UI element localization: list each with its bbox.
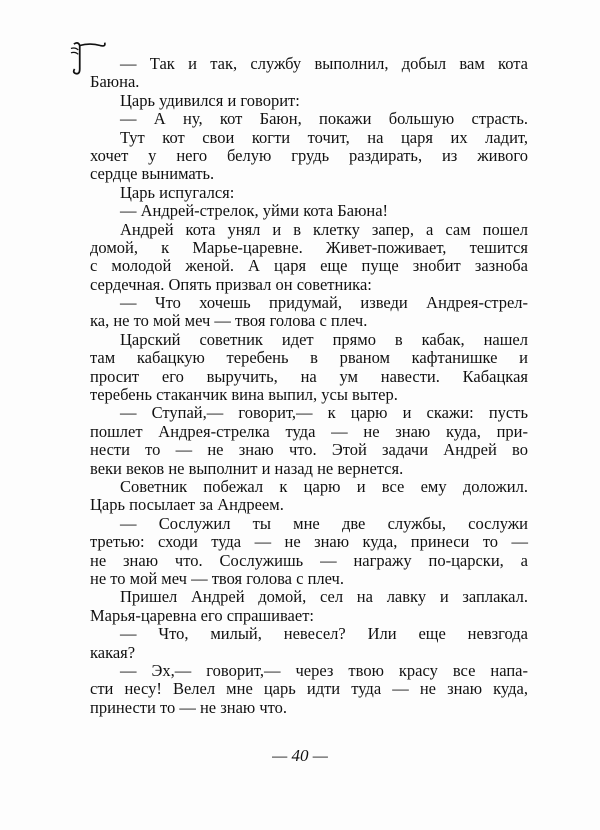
text-line: веки веков не выполнит и назад не вернется.	[90, 458, 404, 478]
text-line: Тут кот свои когти точит, на царя их ладит,	[120, 127, 528, 147]
text-line: сердечная. Опять призвал он советника:	[90, 274, 372, 294]
text-line: — Ступай,— говорит,— к царю и скажи: пусть	[120, 403, 528, 423]
text-line: ка, не то мой меч — твоя голова с плеч.	[90, 311, 368, 331]
text-line: Царь удивился и говорит:	[120, 90, 300, 110]
text-line: домой, к Марье-царевне. Живет-поживает, тешится	[90, 237, 528, 257]
text-line: — Андрей-стрелок, уйми кота Баюна!	[120, 201, 389, 221]
text-line: какая?	[90, 642, 136, 662]
text-line: Царь посылает за Андреем.	[90, 495, 284, 515]
text-line: хочет у него белую грудь раздирать, из живого	[90, 145, 528, 165]
text-line: не то мой меч — твоя голова с плеч.	[90, 568, 344, 588]
text-line: — Сослужил ты мне две службы, сослужи	[120, 513, 528, 533]
text-line: — Что хочешь придумай, изведи Андрея-стрел-	[120, 293, 528, 313]
text-line: не знаю что. Сослужишь — награжу по-царски, а	[90, 550, 528, 570]
text-line: там кабацкую теребень в рваном кафтанишке и	[90, 348, 528, 368]
text-line: — Эх,— говорит,— через твою красу все напа-	[120, 660, 528, 680]
text-line: Советник побежал к царю и все ему доложил.	[120, 476, 528, 496]
text-line: принести то — не знаю что.	[90, 697, 288, 717]
page-text	[90, 55, 528, 717]
text-line: сердце вынимать.	[90, 164, 215, 184]
text-line: пошлет Андрея-стрелка туда — не знаю куда, при-	[90, 421, 528, 441]
text-line: Царь испугался:	[120, 182, 235, 202]
text-line: теребень стаканчик вина выпил, усы вытер.	[90, 385, 398, 405]
text-line: Марья-царевна его спрашивает:	[90, 605, 314, 625]
text-line: — А ну, кот Баюн, покажи большую страсть.	[120, 109, 528, 129]
text-line: сти несу! Велел мне царь идти туда — не знаю куда,	[90, 679, 528, 699]
text-line: Царский советник идет прямо в кабак, нашел	[120, 329, 528, 349]
text-line: третью: сходи туда — не знаю куда, принеси то —	[90, 532, 528, 552]
text-line: — Что, милый, невесел? Или еще невзгода	[120, 624, 528, 644]
text-line: Пришел Андрей домой, сел на лавку и заплакал.	[120, 587, 528, 607]
page-number: — 40 —	[272, 746, 328, 765]
text-line: нести то — не знаю что. Этой задачи Андрей во	[90, 440, 528, 460]
text-line: Баюна.	[90, 72, 140, 92]
text-line: с молодой женой. А царя еще пуще знобит зазноба	[90, 256, 528, 276]
text-line: — Так и так, службу выполнил, добыл вам кота	[120, 54, 528, 73]
text-line: просит его выручить, на ум навести. Кабацкая	[90, 366, 528, 386]
text-line: Андрей кота унял и в клетку запер, а сам пошел	[120, 219, 528, 239]
